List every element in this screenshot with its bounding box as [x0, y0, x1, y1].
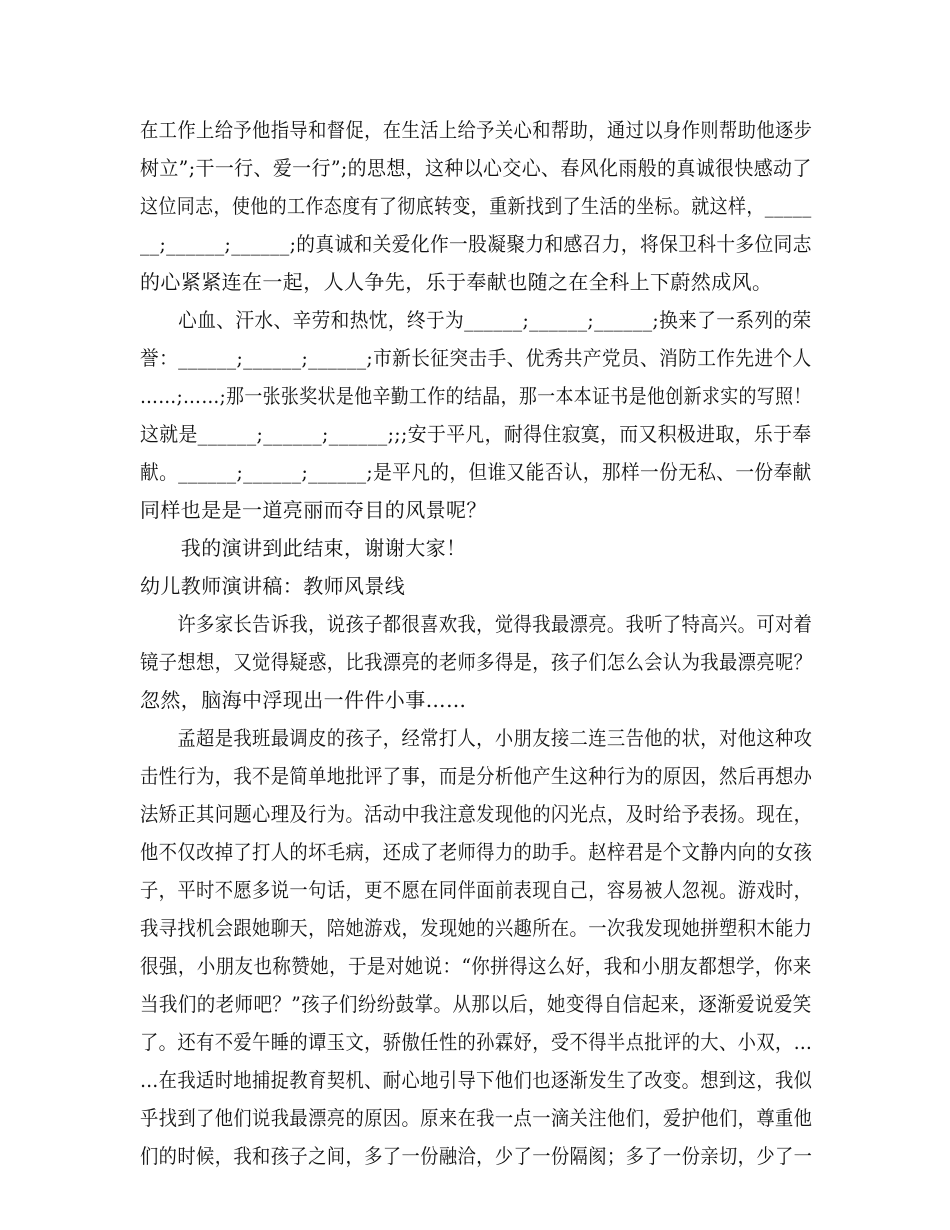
text-line: __;______;______;的真诚和关爱化作一股凝聚力和感召力，将保卫科十多位同志: [140, 232, 812, 256]
text-line: 很强，小朋友也称赞她，于是对她说：“你拼得这么好，我和小朋友都想学，你来: [140, 954, 812, 978]
text-line: 他不仅改掉了打人的坏毛病，还成了老师得力的助手。赵梓君是个文静内向的女孩: [140, 840, 813, 864]
section-heading: 幼儿教师演讲稿：教师风景线: [140, 574, 406, 598]
text-line: 我寻找机会跟她聊天，陪她游戏，发现她的兴趣所在。一次我发现她拼塑积木能力: [140, 916, 813, 940]
text-line: 们的时候，我和孩子之间，多了一份融洽，少了一份隔阂；多了一份亲切，少了一: [140, 1144, 813, 1168]
text-line: 击性行为，我不是简单地批评了事，而是分析他产生这种行为的原因，然后再想办: [140, 764, 813, 788]
text-line: 同样也是是一道亮丽而夺目的风景呢？: [140, 498, 487, 522]
text-line: 法矫正其问题心理及行为。活动中我注意发现他的闪光点，及时给予表扬。现在，: [140, 802, 813, 826]
text-line: 镜子想想，又觉得疑惑，比我漂亮的老师多得是，孩子们怎么会认为我最漂亮呢？: [140, 650, 813, 674]
text-line: 子，平时不愿多说一句话，更不愿在同伴面前表现自己，容易被人忽视。游戏时，: [140, 878, 813, 902]
text-line: 的心紧紧连在一起，人人争先，乐于奉献也随之在全科上下蔚然成风。: [140, 270, 773, 294]
text-line: 乎找到了他们说我最漂亮的原因。原来在我一点一滴关注他们，爱护他们，尊重他: [140, 1106, 813, 1130]
text-line: 树立”;干一行、爱一行”;的思想，这种以心交心、春风化雨般的真诚很快感动了: [140, 156, 812, 180]
text-line: 许多家长告诉我，说孩子都很喜欢我，觉得我最漂亮。我听了特高兴。可对着: [140, 612, 813, 636]
text-line: 当我们的老师吧？”孩子们纷纷鼓掌。从那以后，她变得自信起来，逐渐爱说爱笑: [140, 992, 812, 1016]
text-line: 在工作上给予他指导和督促，在生活上给予关心和帮助，通过以身作则帮助他逐步: [140, 118, 813, 142]
text-line: 这位同志，使他的工作态度有了彻底转变，重新找到了生活的坐标。就这样，_____: [140, 194, 812, 218]
text-line: 我的演讲到此结束，谢谢大家！: [140, 536, 467, 560]
text-line: 这就是______;______;______;;;安于平凡，耐得住寂寞，而又积极进取，乐于奉: [140, 422, 812, 446]
text-line: 忽然，脑海中浮现出一件件小事……: [140, 688, 467, 712]
text-line: 献。______;______;______;是平凡的，但谁又能否认，那样一份无私、一份奉献: [140, 460, 812, 484]
text-line: 心血、汗水、辛劳和热忱，终于为______;______;______;换来了一系列的荣: [140, 308, 812, 332]
text-line: 了。还有不爱午睡的谭玉文，骄傲任性的孙霖妤，受不得半点批评的大、小双，…: [140, 1030, 813, 1054]
text-line: …在我适时地捕捉教育契机、耐心地引导下他们也逐渐发生了改变。想到这，我似: [140, 1068, 813, 1092]
text-line: 誉：______;______;______;市新长征突击手、优秀共产党员、消防工作先进个人: [140, 346, 812, 370]
text-line: ……;……;那一张张奖状是他辛勤工作的结晶，那一本本证书是他创新求实的写照！: [140, 384, 812, 408]
text-line: 孟超是我班最调皮的孩子，经常打人，小朋友接二连三告他的状，对他这种攻: [140, 726, 813, 750]
